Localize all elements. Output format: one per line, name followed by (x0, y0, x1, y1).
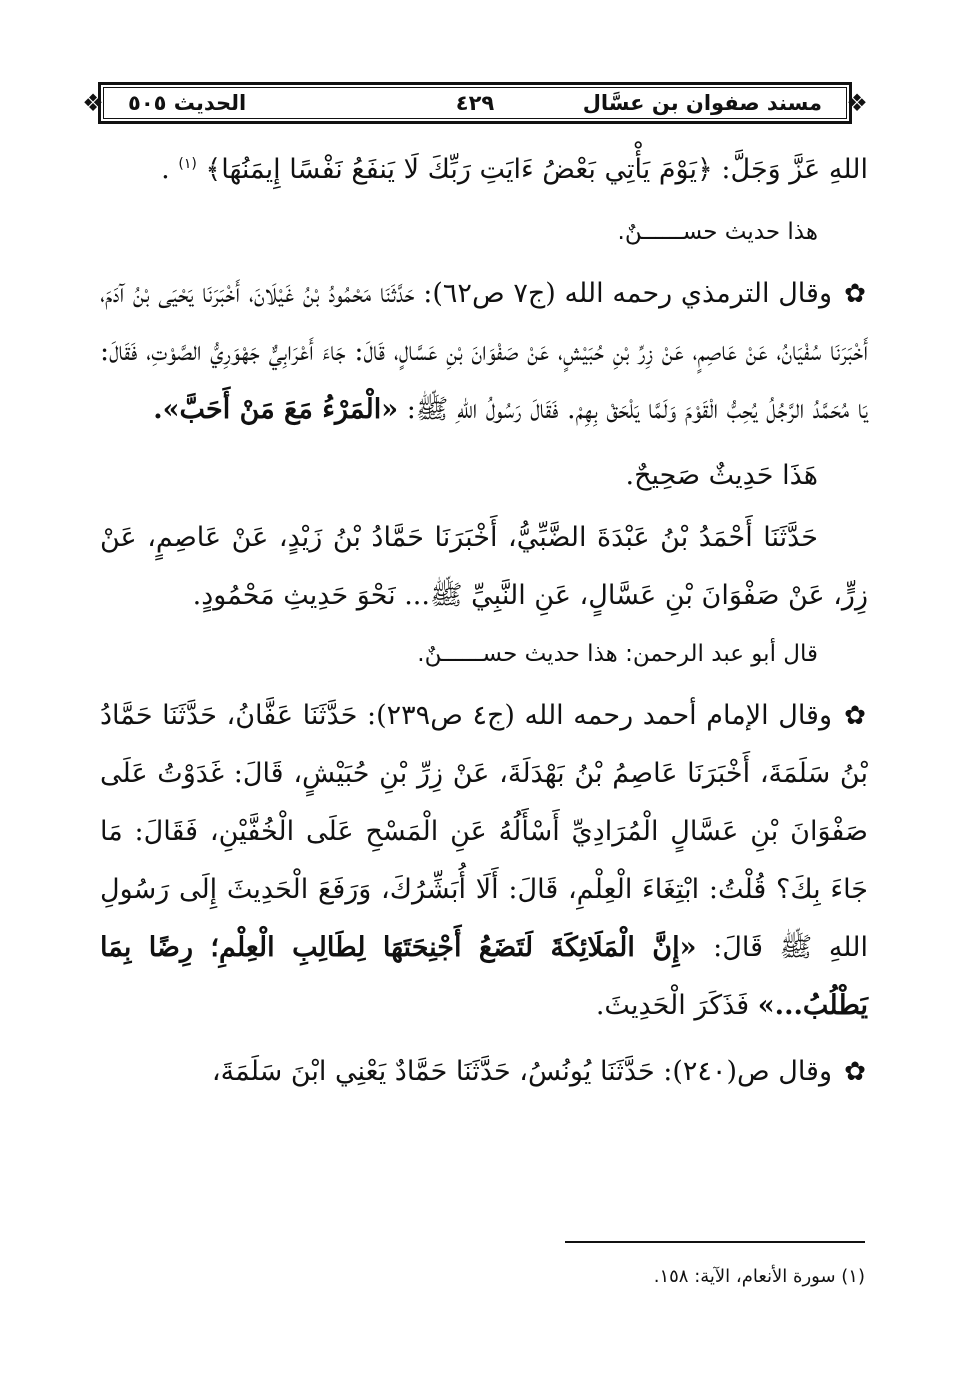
paragraph-7-tail: فَذَكَرَ الْحَدِيثَ. (595, 990, 750, 1021)
page-header (80, 78, 870, 128)
paragraph-7-text: وقال الإمام أحمد رحمه الله (ج٤ ص٢٣٩): حَدَّثَنَا عَفَّانُ، حَدَّثَنَا حَمَّادُ بْنُ سَلَمَةَ، أَخْبَرَنَا عَاصِمُ بْنُ بَهْدَلَةَ، عَنْ زِرِّ بْنِ حُبَيْشٍ، قَالَ: غَدَوْتُ عَلَى صَفْوَانَ بْنِ عَسَّالٍ الْمُرَادِيِّ أَسْأَلُهُ عَنِ الْمَسْحِ عَلَى الْخُفَّيْنِ، فَقَالَ: مَا جَاءَ بِكَ؟ قُلْتُ: ابْتِغَاءَ الْعِلْمِ، قَالَ: أَلَا أُبَشِّرُكَ، وَرَفَعَ الْحَدِيثَ إِلَى رَسُولِ اللهِ ﷺ قَالَ: (100, 700, 868, 963)
footnote (400, 1262, 865, 1292)
prophetic-quote: «إِنَّ الْمَلَائِكَةَ لَتَضَعُ أَجْنِحَتَهَا لِطَالِبِ الْعِلْمِ؛ رِضًا بِمَا يَطْلُبُ...» (100, 932, 868, 1021)
paragraph-8 (100, 1043, 868, 1101)
prophetic-quote: «الْمَرْءُ مَعَ مَنْ أَحَبَّ». (153, 394, 399, 425)
paragraph-8-text: وقال ص(٢٤٠): حَدَّثَنَا يُونُسُ، حَدَّثَنَا حَمَّادٌ يَعْنِي ابْنَ سَلَمَةَ، (211, 1056, 832, 1087)
flower-bullet-icon: ✿ (844, 279, 866, 309)
paragraph-7 (100, 687, 868, 1035)
footnote-divider (565, 1241, 865, 1243)
paragraph-6: قال أبو عبد الرحمن: هذا حديث حســــــنٌ. (417, 641, 818, 667)
page-number: ٤٢٩ (455, 91, 495, 115)
quran-verse: اللهِ عَزَّ وَجَلَّ: ﴿يَوْمَ يَأْتِي بَعْضُ ءَايَتِ رَبِّكَ لَا يَنفَعُ نَفْسًا إِيمَنُهَا﴾ (205, 154, 868, 185)
flower-bullet-icon: ✿ (844, 701, 866, 731)
footnote-marker: (١) (178, 156, 197, 172)
paragraph-3 (100, 265, 868, 439)
paragraph-1 (100, 135, 868, 199)
ornament-icon: ❖ (82, 89, 104, 117)
paragraph-5: حَدَّثَنَا أَحْمَدُ بْنُ عَبْدَةَ الضَّبِّيُّ، أَخْبَرَنَا حَمَّادُ بْنُ زَيْدٍ، عَنْ عَاصِمٍ، عَنْ زِرٍّ، عَنْ صَفْوَانَ بْنِ عَسَّالٍ، عَنِ النَّبِيِّ ﷺ... نَحْوَ حَدِيثِ مَحْمُودٍ. (100, 522, 868, 611)
ornament-icon: ❖ (846, 89, 868, 117)
footnote-text: سورة الأنعام، الآية: ١٥٨. (653, 1266, 836, 1287)
sentence-end: . (161, 154, 170, 185)
flower-bullet-icon: ✿ (844, 1057, 866, 1087)
hadith-reference: الحديث ٥٠٥ (128, 91, 247, 115)
footnote-number: (١) (841, 1266, 865, 1287)
paragraph-3-text: وقال الترمذي رحمه الله (ج٧ ص٦٢): حَدَّثَنَا مَحْمُودُ بْنُ غَيْلَانَ، أَخْبَرَنَا يَحْيَى بْنُ آدَمَ، أَخْبَرَنَا سُفْيَانُ، عَنْ عَاصِمٍ، عَنْ زِرِّ بْنِ حُبَيْشٍ، عَنْ صَفْوَانَ بْنِ عَسَّالٍ، قَالَ: جَاءَ أَعْرَابِيٌّ جَهْوَرِيُّ الصَّوْتِ، فَقَالَ: يَا مُحَمَّدُ الرَّجُلُ يُحِبُّ الْقَوْمَ وَلَمَّا يَلْحَقْ بِهِمْ. فَقَالَ رَسُولُ اللهِ ﷺ: (100, 278, 868, 425)
paragraph-2: هذا حديث حســــــنٌ. (617, 219, 818, 245)
main-text (100, 135, 868, 1101)
paragraph-4: هَذَا حَدِيثٌ صَحِيحٌ. (625, 460, 818, 491)
book-title: مسند صفوان بن عسَّال (582, 91, 822, 115)
